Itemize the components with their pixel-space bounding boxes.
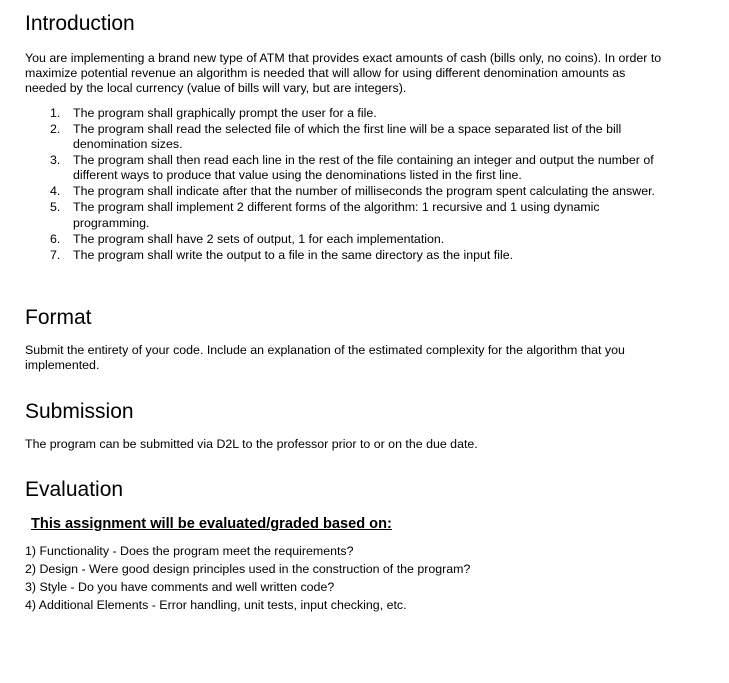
- requirement-text: The program shall indicate after that the number of milliseconds the program spent calculating the answer.: [73, 184, 655, 199]
- introduction-paragraph: You are implementing a brand new type of ATM that provides exact amounts of cash (bills only, no coins). In order to maximize potential revenue an algorithm is needed that will allow for using different denomination amounts as needed by the local currency (value of bills will vary, but are integers).: [25, 51, 662, 96]
- requirements-list: [25, 106, 655, 264]
- requirement-text: The program shall then read each line in the rest of the file containing an integer and output the number of different ways to produce that value using the denominations listed in the first line.: [73, 153, 654, 183]
- criteria-item: 3) Style - Do you have comments and well written code?: [25, 580, 335, 594]
- criteria-item: 4) Additional Elements - Error handling, unit tests, input checking, etc.: [25, 598, 407, 612]
- requirement-item: [25, 232, 655, 247]
- requirement-number: 1.: [50, 106, 61, 120]
- requirement-text: The program shall implement 2 different forms of the algorithm: 1 recursive and 1 using dynamic programming.: [73, 200, 600, 230]
- requirement-text: The program shall write the output to a file in the same directory as the input file.: [73, 247, 514, 262]
- requirement-number: 7.: [50, 247, 61, 262]
- requirement-number: 2.: [50, 122, 61, 136]
- requirement-item: [25, 200, 655, 230]
- format-paragraph: Submit the entirety of your code. Include an explanation of the estimated complexity for the algorithm that you implemented.: [25, 343, 625, 373]
- requirement-item: [25, 153, 655, 183]
- requirement-number: 3.: [50, 153, 61, 168]
- requirement-text: The program shall read the selected file of which the first line will be a space separated list of the bill denomination sizes.: [73, 122, 622, 152]
- requirement-text: The program shall graphically prompt the user for a file.: [73, 106, 377, 120]
- criteria-item: 1) Functionality - Does the program meet the requirements?: [25, 544, 354, 558]
- format-heading: Format: [25, 306, 92, 329]
- criteria-item: 2) Design - Were good design principles used in the construction of the program?: [25, 562, 471, 576]
- requirement-item: [25, 184, 655, 199]
- requirement-number: 6.: [50, 231, 61, 246]
- submission-heading: Submission: [25, 400, 134, 423]
- introduction-heading: Introduction: [25, 12, 135, 35]
- requirement-item: [25, 106, 655, 121]
- evaluation-heading: Evaluation: [25, 478, 124, 501]
- requirement-item: [25, 122, 655, 152]
- submission-paragraph: The program can be submitted via D2L to the professor prior to or on the due date.: [25, 437, 478, 451]
- requirement-number: 4.: [50, 184, 61, 199]
- requirement-number: 5.: [50, 200, 61, 215]
- evaluation-subheading: This assignment will be evaluated/graded based on:: [31, 516, 392, 532]
- requirement-text: The program shall have 2 sets of output, 1 for each implementation.: [73, 231, 445, 246]
- criteria-list: [25, 542, 470, 614]
- requirement-item: [25, 248, 655, 263]
